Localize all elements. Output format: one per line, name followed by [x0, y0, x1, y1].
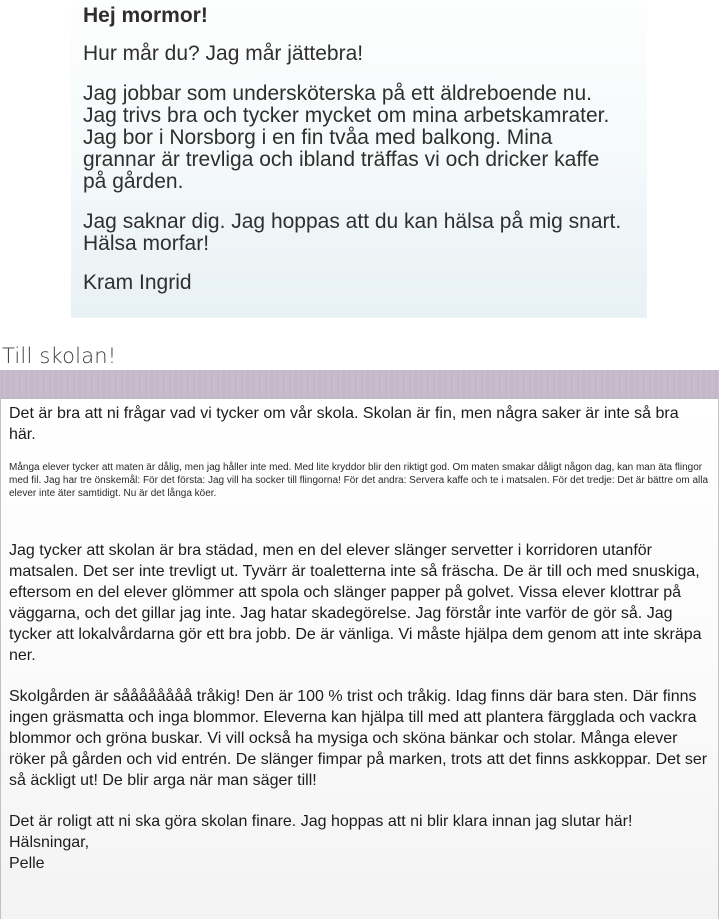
letter-how-are-you: Hur mår du? Jag mår jättebra! — [83, 42, 364, 65]
letter-greeting: Hej mormor! — [83, 4, 208, 27]
school-intro-paragraph: Det är bra att ni frågar vad vi tycker om vår skola. Skolan är fin, men några saker är inte så bra här. — [9, 405, 679, 443]
school-cleaning-paragraph: Jag tycker att skolan är bra städad, men en del elever slänger servetter i korridoren utanför matsalen. Det ser inte trevligt ut. Tyvärr är toaletterna inte så fräscha. De är till och med snuskiga, eftersom en del elever glömmer att spola och slänger papper på golvet. Vissa elever klottrar på väggarna, och det gillar jag inte. Jag hatar skadegörelse. Jag förstår inte varför de gör så. Jag tycker att lokalvårdarna gör ett bra jobb. De är vänliga. Vi måste hjälpa dem genom att inte skräpa ner. — [9, 542, 702, 664]
letter-work-paragraph: Jag jobbar som undersköterska på ett äldreboende nu. Jag trivs bra och tycker mycket om mina arbetskamrater. Jag bor i Norsborg i en fin tvåa med balkong. Mina grannar är trevliga och ibland träffas vi och dricker kaffe på gården. — [83, 82, 610, 193]
school-signature: Pelle — [9, 855, 45, 872]
letter-miss-paragraph: Jag saknar dig. Jag hoppas att du kan hälsa på mig snart. Hälsa morfar! — [83, 210, 622, 255]
school-regards: Hälsningar, — [9, 834, 90, 851]
school-closing-block — [9, 811, 709, 874]
school-letter-frame — [0, 370, 719, 919]
section-title: Till skolan! — [2, 344, 117, 368]
school-closing-line: Det är roligt att ni ska göra skolan finare. Jag hoppas att ni blir klara innan jag slutar här! — [9, 813, 633, 830]
letter-card-mormor — [71, 0, 647, 318]
school-food-paragraph: Många elever tycker att maten är dålig, men jag håller inte med. Med lite kryddor blir den riktigt god. Om maten smakar dåligt någon dag, kan man äta flingor med fil. Jag har tre önskemål: För det första: Jag vill ha socker till flingorna! För det andra: Servera kaffe och te i matsalen. För det tredje: Det är bättre om alla elever inte äter samtidigt. Nu är det långa köer. — [9, 462, 709, 499]
school-schoolyard-paragraph: Skolgården är såååååååå tråkig! Den är 100 % trist och tråkig. Idag finns där bara sten. Där finns ingen gräsmatta och inga blommor. Eleverna kan hjälpa till med att plantera färgglada och vackra blommor och gröna buskar. Vi vill också ha mysiga och sköna bänkar och stolar. Många elever röker på gården och vid entrén. De slänger fimpar på marken, trots att det finns askkoppar. Det ser så äckligt ut! De blir arga när man säger till! — [9, 688, 708, 789]
school-letter-body — [1, 398, 718, 919]
letter-signature: Kram Ingrid — [83, 271, 192, 294]
